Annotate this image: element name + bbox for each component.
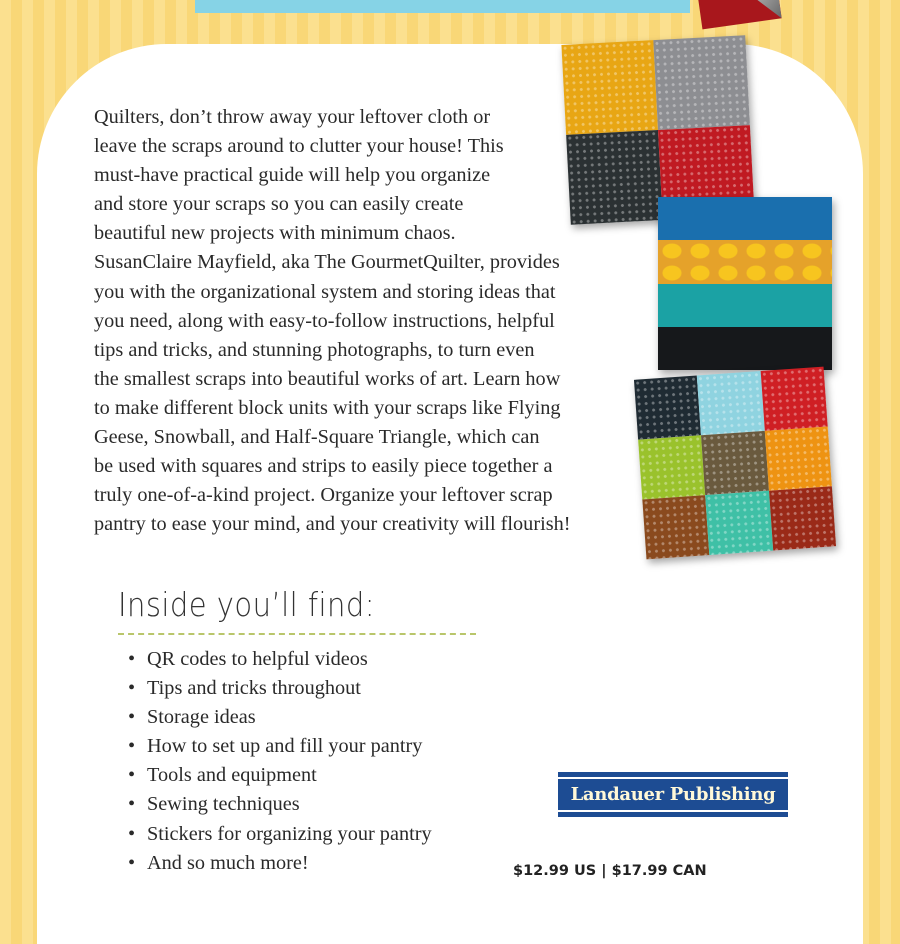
description-line: and store your scraps so you can easily create [94, 193, 464, 216]
list-item: • Stickers for organizing your pantry [128, 820, 432, 849]
inside-heading: Inside you’ll find: [118, 585, 375, 624]
fabric-square [566, 130, 663, 225]
fabric-square [561, 40, 658, 135]
fabric-strip [658, 284, 832, 327]
price-label: $12.99 US | $17.99 CAN [513, 863, 707, 879]
fabric-square [705, 491, 772, 555]
fabric-square [642, 495, 709, 559]
fabric-square [634, 375, 701, 439]
description-line: Geese, Snowball, and Half-Square Triangle, which can [94, 426, 540, 449]
fabric-strip [658, 327, 832, 370]
description-line: the smallest scraps into beautiful works of art. Learn how [94, 367, 561, 390]
publisher-name: Landauer Publishing [570, 784, 776, 805]
list-item: • And so much more! [128, 849, 432, 878]
fabric-square [769, 486, 836, 550]
fabric-square [653, 35, 750, 130]
description-line: Quilters, don’t throw away your leftover cloth or [94, 106, 491, 128]
nine-patch-fabric-image [634, 367, 836, 560]
dashed-divider [118, 633, 476, 635]
description-line: tips and tricks, and stunning photographs, to turn even [94, 338, 535, 361]
fabric-strips-image [658, 197, 832, 370]
description-line: leave the scraps around to clutter your house! This [94, 135, 504, 158]
top-blue-band [195, 0, 690, 13]
fabric-square [760, 367, 827, 431]
fabric-square [697, 371, 764, 435]
fabric-strip [658, 240, 832, 283]
description-line: to make different block units with your scraps like Flying [94, 396, 561, 419]
description-line: SusanClaire Mayfield, aka The GourmetQuilter, provides [94, 251, 560, 274]
features-list [128, 645, 432, 878]
list-item: • Tips and tricks throughout [128, 674, 432, 703]
fabric-strip [658, 197, 832, 240]
list-item: • Storage ideas [128, 703, 432, 732]
list-item: • Sewing techniques [128, 790, 432, 819]
description-line: be used with squares and strips to easily piece together a [94, 455, 553, 478]
description-line: truly one-of-a-kind project. Organize your leftover scrap [94, 484, 553, 507]
list-item: • Tools and equipment [128, 761, 432, 790]
description-line: pantry to ease your mind, and your creativity will flourish! [94, 513, 571, 536]
description-line: you with the organizational system and storing ideas that [94, 280, 556, 303]
fabric-square [638, 435, 705, 499]
description-line: must-have practical guide will help you organize [94, 164, 491, 187]
description-line: you need, along with easy-to-follow instructions, helpful [94, 309, 555, 332]
list-item: • How to set up and fill your pantry [128, 732, 432, 761]
description-line: beautiful new projects with minimum chaos. [94, 222, 456, 245]
publisher-logo [558, 772, 788, 817]
list-item: • QR codes to helpful videos [128, 645, 432, 674]
top-fabric-corner-image [698, 0, 781, 29]
fabric-square [701, 431, 768, 495]
fabric-square [764, 426, 831, 490]
